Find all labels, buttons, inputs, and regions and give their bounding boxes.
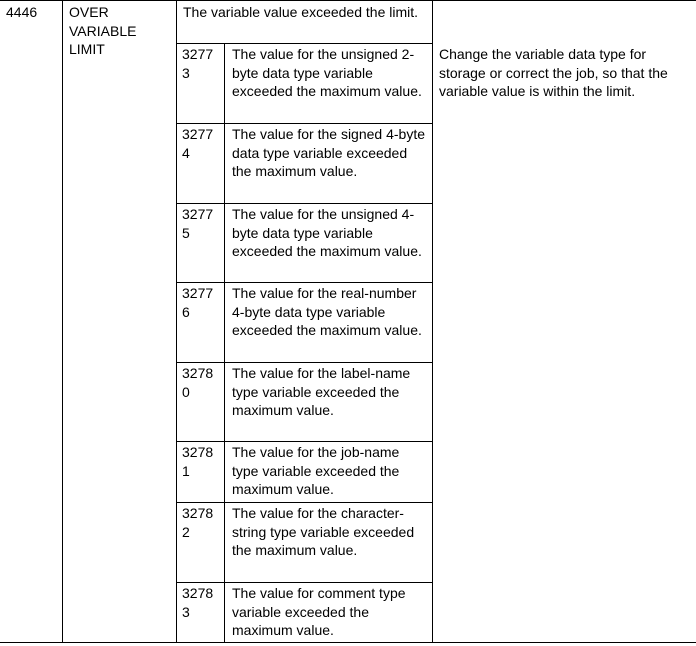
sub-description: The value for the character-string type variable exceeded the maximum value. [232,505,415,559]
sub-code: 32773 [182,46,214,81]
sub-row-divider [176,282,433,283]
sub-description: The value for the job-name type variable exceeded the maximum value. [232,444,400,498]
sub-description: The value for the signed 4-byte data type variable exceeded the maximum value. [232,126,426,180]
sub-description: The value for the unsigned 2-byte data type variable exceeded the maximum value. [232,46,422,100]
sub-code: 32775 [182,206,214,241]
error-code: 4446 [6,4,38,20]
sub-row-divider [176,123,433,124]
sub-description: The value for comment type variable exceeded the maximum value. [232,585,406,639]
sub-description: The value for the label-name type variable exceeded the maximum value. [232,365,411,419]
error-name: OVER VARIABLE LIMIT [69,4,137,58]
sub-code: 32782 [182,505,214,540]
table-top-border [0,0,696,1]
sub-row-divider [176,502,433,503]
column-divider-2 [176,0,177,643]
sub-code: 32781 [182,444,214,479]
error-remedy: Change the variable data type for storage or correct the job, so that the variable value is within the limit. [439,46,668,100]
sub-row-divider [176,362,433,363]
column-divider-1 [62,0,63,643]
sub-description: The value for the unsigned 4-byte data type variable exceeded the maximum value. [232,206,422,260]
sub-row-divider [176,441,433,442]
sub-code: 32780 [182,365,214,400]
column-divider-3 [432,0,433,643]
sub-row-divider [176,43,433,44]
sub-column-divider [224,43,225,643]
sub-row-divider [176,582,433,583]
sub-code: 32783 [182,585,214,620]
error-meaning: The variable value exceeded the limit. [183,4,419,20]
sub-row-divider [176,203,433,204]
sub-description: The value for the real-number 4-byte data type variable exceeded the maximum value. [232,285,422,339]
sub-code: 32776 [182,285,214,320]
sub-code: 32774 [182,126,214,161]
table-bottom-border [0,642,696,643]
